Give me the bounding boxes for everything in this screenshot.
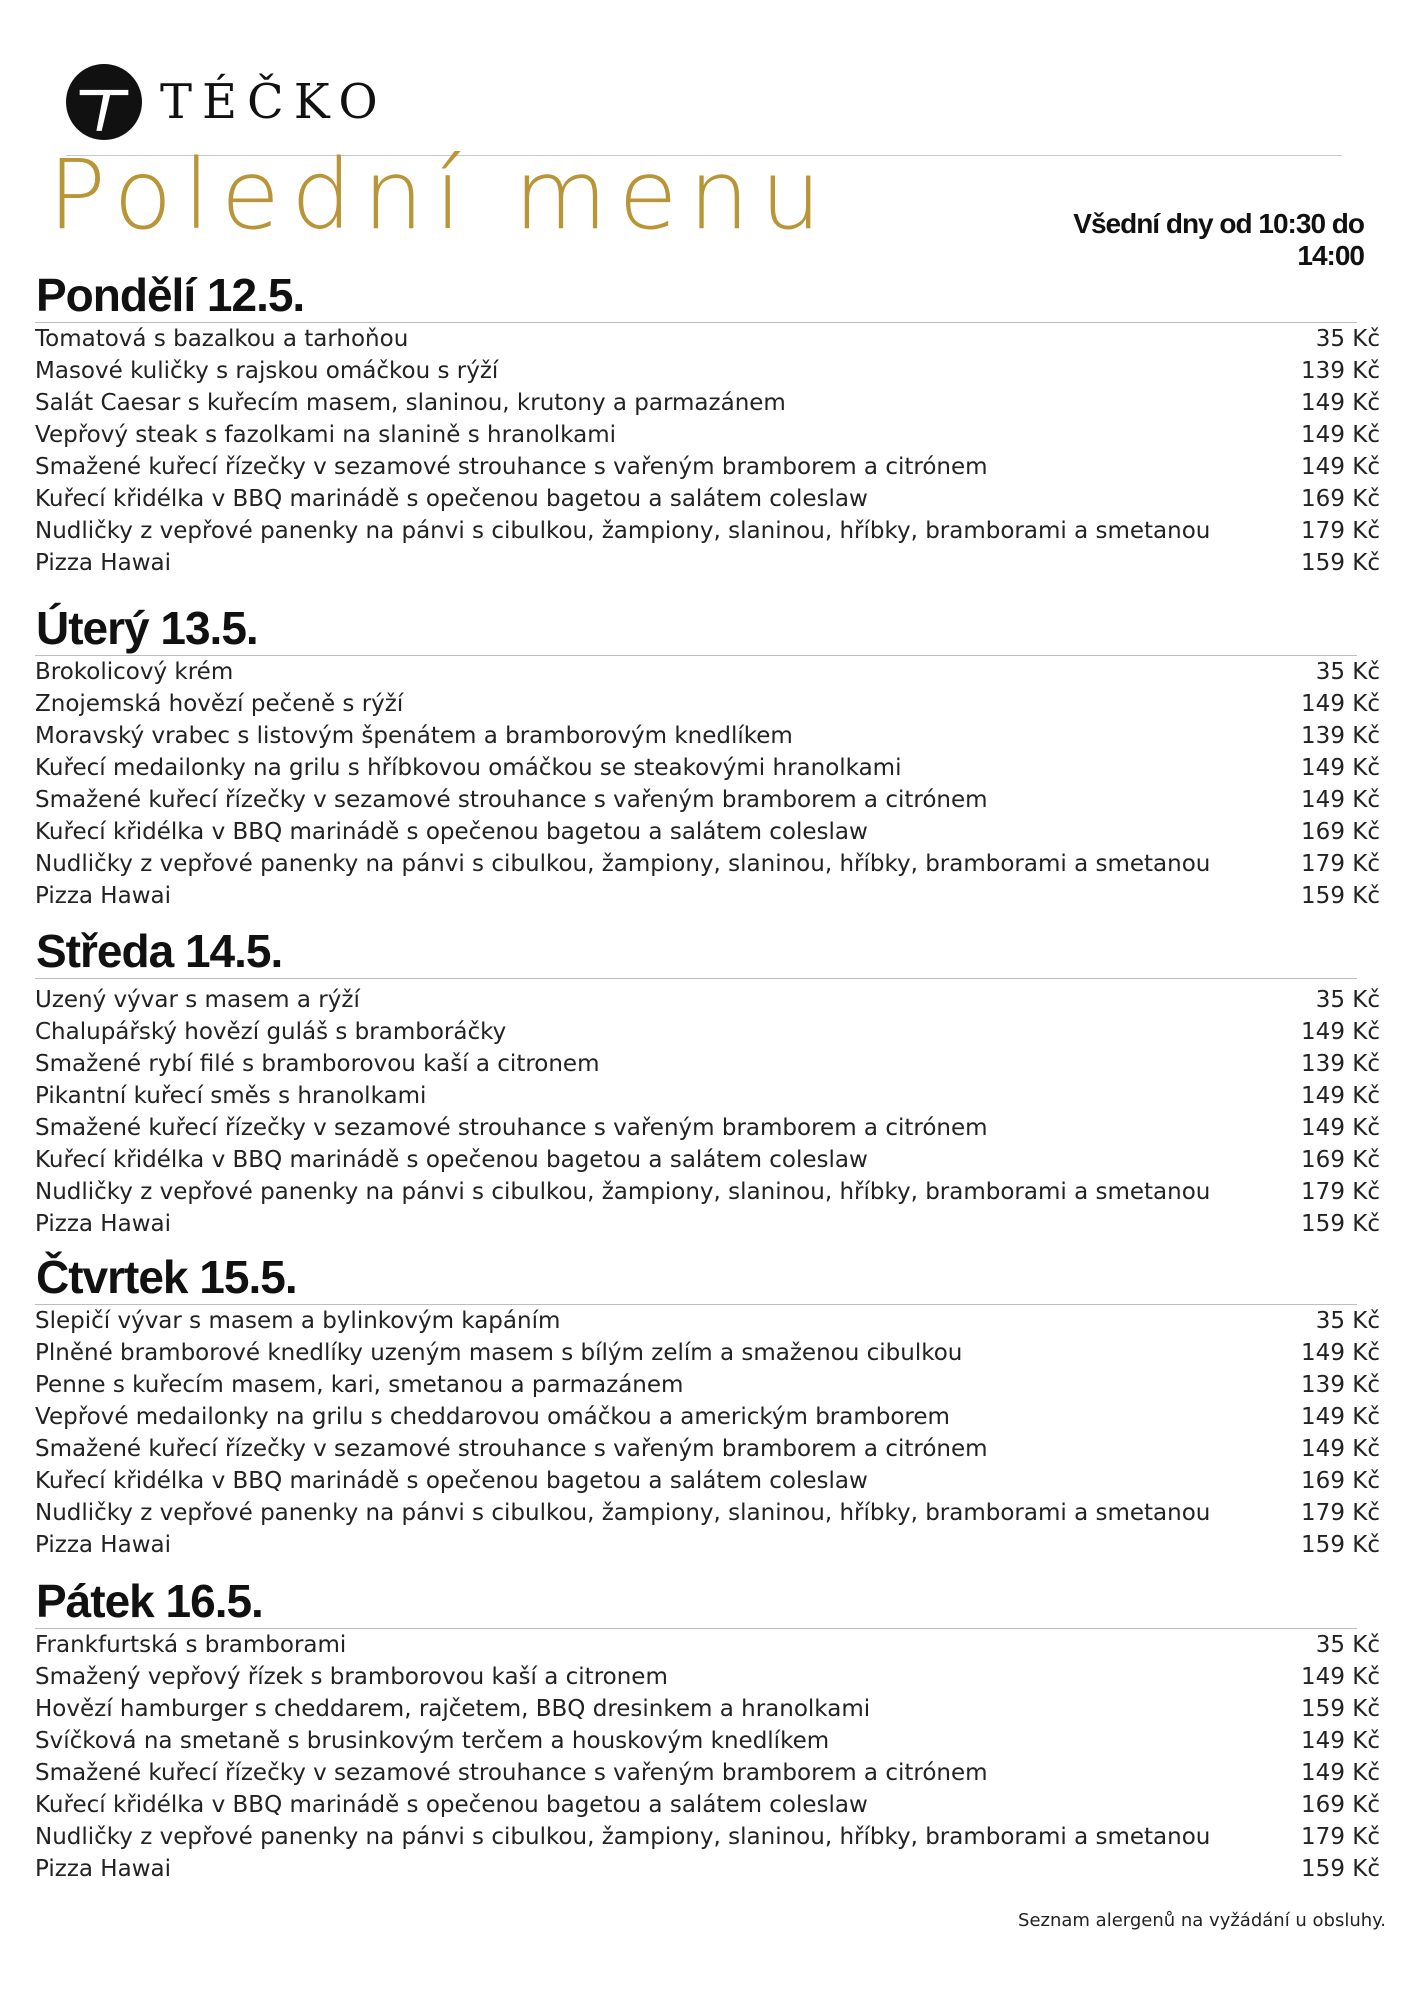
menu-item — [35, 1529, 1380, 1561]
menu-item-name: Kuřecí křidélka v BBQ marinádě s opečenou bagetou a salátem coleslaw — [35, 1468, 868, 1494]
day-section-wednesday — [35, 924, 1380, 1240]
menu-item-price: 149 Kč — [1301, 1760, 1380, 1786]
day-heading: Středa 14.5. — [36, 925, 283, 977]
menu-item-name: Nudličky z vepřové panenky na pánvi s cibulkou, žampiony, slaninou, hříbky, bramborami a smetanou — [35, 518, 1211, 544]
menu-item-name: Kuřecí křidélka v BBQ marinádě s opečenou bagetou a salátem coleslaw — [35, 486, 868, 512]
day-section-friday — [35, 1574, 1380, 1885]
menu-item-price: 35 Kč — [1315, 326, 1380, 352]
menu-item-name: Pizza Hawai — [35, 883, 171, 909]
menu-item — [35, 1725, 1380, 1757]
day-heading: Pondělí 12.5. — [36, 269, 305, 321]
menu-item — [35, 984, 1380, 1016]
menu-item-price: 179 Kč — [1301, 1824, 1380, 1850]
menu-item-name: Pizza Hawai — [35, 1211, 171, 1237]
menu-item-price: 35 Kč — [1315, 987, 1380, 1013]
day-heading: Čtvrtek 15.5. — [36, 1251, 297, 1303]
menu-item-name: Pizza Hawai — [35, 550, 171, 576]
menu-item-price: 149 Kč — [1301, 390, 1380, 416]
menu-item — [35, 1661, 1380, 1693]
day-section-tuesday — [35, 601, 1380, 912]
menu-item-price: 149 Kč — [1301, 691, 1380, 717]
menu-item-price: 149 Kč — [1301, 1664, 1380, 1690]
day-divider — [35, 978, 1357, 979]
menu-item — [35, 816, 1380, 848]
menu-item-name: Slepičí vývar s masem a bylinkovým kapáním — [35, 1308, 561, 1334]
menu-item-name: Moravský vrabec s listovým špenátem a bramborovým knedlíkem — [35, 723, 793, 749]
menu-item-name: Kuřecí křidélka v BBQ marinádě s opečenou bagetou a salátem coleslaw — [35, 1147, 868, 1173]
menu-item-name: Nudličky z vepřové panenky na pánvi s cibulkou, žampiony, slaninou, hříbky, bramborami a smetanou — [35, 1824, 1211, 1850]
menu-item — [35, 451, 1380, 483]
menu-item-price: 149 Kč — [1301, 755, 1380, 781]
day-heading: Pátek 16.5. — [36, 1575, 263, 1627]
menu-item-price: 169 Kč — [1301, 1468, 1380, 1494]
menu-item — [35, 483, 1380, 515]
menu-item-price: 139 Kč — [1301, 1372, 1380, 1398]
menu-item-name: Znojemská hovězí pečeně s rýží — [35, 691, 404, 717]
menu-list — [35, 1305, 1380, 1561]
day-section-monday — [35, 268, 1380, 579]
menu-item-price: 35 Kč — [1315, 659, 1380, 685]
menu-item-price: 179 Kč — [1301, 1179, 1380, 1205]
menu-item-price: 159 Kč — [1301, 1211, 1380, 1237]
brand-name: TÉČKO — [160, 74, 388, 130]
menu-item — [35, 1305, 1380, 1337]
menu-item — [35, 355, 1380, 387]
menu-item-name: Smažené kuřecí řízečky v sezamové strouhance s vařeným bramborem a citrónem — [35, 1760, 988, 1786]
menu-item-name: Masové kuličky s rajskou omáčkou s rýží — [35, 358, 499, 384]
menu-item-name: Vepřové medailonky na grilu s cheddarovou omáčkou a americkým bramborem — [35, 1404, 950, 1430]
menu-item — [35, 1048, 1380, 1080]
menu-item — [35, 323, 1380, 355]
menu-item — [35, 1080, 1380, 1112]
menu-item-price: 149 Kč — [1301, 1404, 1380, 1430]
allergen-note: Seznam alergenů na vyžádání u obsluhy. — [1018, 1910, 1386, 1931]
menu-item — [35, 848, 1380, 880]
menu-item — [35, 1208, 1380, 1240]
menu-item-price: 159 Kč — [1301, 1696, 1380, 1722]
menu-item-price: 149 Kč — [1301, 787, 1380, 813]
menu-item — [35, 387, 1380, 419]
menu-item-name: Kuřecí křidélka v BBQ marinádě s opečenou bagetou a salátem coleslaw — [35, 1792, 868, 1818]
menu-item-name: Nudličky z vepřové panenky na pánvi s cibulkou, žampiony, slaninou, hříbky, bramborami a smetanou — [35, 851, 1211, 877]
menu-item — [35, 656, 1380, 688]
day-heading: Úterý 13.5. — [36, 602, 258, 654]
menu-item-price: 169 Kč — [1301, 1147, 1380, 1173]
menu-item-name: Hovězí hamburger s cheddarem, rajčetem, BBQ dresinkem a hranolkami — [35, 1696, 871, 1722]
menu-item-price: 139 Kč — [1301, 723, 1380, 749]
menu-item-name: Kuřecí medailonky na grilu s hříbkovou omáčkou se steakovými hranolkami — [35, 755, 902, 781]
menu-item-price: 159 Kč — [1301, 1856, 1380, 1882]
menu-item-name: Smažené kuřecí řízečky v sezamové strouhance s vařeným bramborem a citrónem — [35, 1115, 988, 1141]
page-title: Polední menu — [48, 139, 833, 251]
menu-item — [35, 547, 1380, 579]
menu-item — [35, 1789, 1380, 1821]
menu-item — [35, 1821, 1380, 1853]
menu-item-price: 169 Kč — [1301, 1792, 1380, 1818]
menu-item-price: 139 Kč — [1301, 358, 1380, 384]
menu-item — [35, 880, 1380, 912]
menu-item — [35, 1433, 1380, 1465]
menu-item-name: Plněné bramborové knedlíky uzeným masem s bílým zelím a smaženou cibulkou — [35, 1340, 963, 1366]
menu-item — [35, 688, 1380, 720]
menu-item-price: 159 Kč — [1301, 550, 1380, 576]
menu-item-price: 149 Kč — [1301, 1083, 1380, 1109]
menu-item-price: 35 Kč — [1315, 1632, 1380, 1658]
menu-item-name: Pizza Hawai — [35, 1856, 171, 1882]
menu-item-name: Svíčková na smetaně s brusinkovým terčem a houskovým knedlíkem — [35, 1728, 830, 1754]
menu-item-price: 149 Kč — [1301, 1115, 1380, 1141]
menu-item-name: Chalupářský hovězí guláš s bramboráčky — [35, 1019, 507, 1045]
menu-item-price: 149 Kč — [1301, 1019, 1380, 1045]
menu-item-price: 149 Kč — [1301, 422, 1380, 448]
menu-item-name: Brokolicový krém — [35, 659, 234, 685]
menu-item — [35, 1112, 1380, 1144]
menu-item — [35, 1369, 1380, 1401]
menu-item-price: 169 Kč — [1301, 819, 1380, 845]
menu-item-price: 179 Kč — [1301, 1500, 1380, 1526]
menu-item — [35, 515, 1380, 547]
menu-item-name: Smažený vepřový řízek s bramborovou kaší a citronem — [35, 1664, 668, 1690]
opening-hours: Všední dny od 10:30 do 14:00 — [1073, 208, 1364, 271]
menu-item — [35, 1144, 1380, 1176]
menu-item-name: Smažené kuřecí řízečky v sezamové strouhance s vařeným bramborem a citrónem — [35, 1436, 988, 1462]
menu-item-price: 149 Kč — [1301, 454, 1380, 480]
menu-item-name: Vepřový steak s fazolkami na slanině s hranolkami — [35, 422, 616, 448]
menu-item — [35, 1693, 1380, 1725]
menu-item-price: 35 Kč — [1315, 1308, 1380, 1334]
brand-logo — [66, 64, 388, 140]
menu-item-name: Kuřecí křidélka v BBQ marinádě s opečenou bagetou a salátem coleslaw — [35, 819, 868, 845]
menu-item-name: Nudličky z vepřové panenky na pánvi s cibulkou, žampiony, slaninou, hříbky, bramborami a smetanou — [35, 1179, 1211, 1205]
menu-item-name: Pizza Hawai — [35, 1532, 171, 1558]
menu-item-price: 139 Kč — [1301, 1051, 1380, 1077]
menu-item — [35, 1465, 1380, 1497]
menu-item — [35, 720, 1380, 752]
menu-item-name: Salát Caesar s kuřecím masem, slaninou, krutony a parmazánem — [35, 390, 786, 416]
menu-item — [35, 752, 1380, 784]
menu-item-price: 179 Kč — [1301, 851, 1380, 877]
menu-item — [35, 1757, 1380, 1789]
menu-item-name: Smažené kuřecí řízečky v sezamové strouhance s vařeným bramborem a citrónem — [35, 454, 988, 480]
menu-item — [35, 1629, 1380, 1661]
menu-item — [35, 784, 1380, 816]
menu-item — [35, 1337, 1380, 1369]
day-section-thursday — [35, 1250, 1380, 1561]
menu-list — [35, 656, 1380, 912]
menu-item-name: Tomatová s bazalkou a tarhoňou — [35, 326, 409, 352]
menu-item — [35, 1176, 1380, 1208]
menu-list — [35, 984, 1380, 1240]
menu-item-price: 179 Kč — [1301, 518, 1380, 544]
brand-logo-icon — [66, 64, 142, 140]
menu-list — [35, 323, 1380, 579]
menu-item — [35, 1401, 1380, 1433]
menu-item-name: Smažené kuřecí řízečky v sezamové strouhance s vařeným bramborem a citrónem — [35, 787, 988, 813]
menu-item-price: 149 Kč — [1301, 1340, 1380, 1366]
menu-list — [35, 1629, 1380, 1885]
menu-item-price: 149 Kč — [1301, 1436, 1380, 1462]
menu-item-price: 169 Kč — [1301, 486, 1380, 512]
menu-item-name: Nudličky z vepřové panenky na pánvi s cibulkou, žampiony, slaninou, hříbky, bramborami a smetanou — [35, 1500, 1211, 1526]
menu-item-name: Smažené rybí filé s bramborovou kaší a citronem — [35, 1051, 600, 1077]
menu-item-name: Uzený vývar s masem a rýží — [35, 987, 360, 1013]
menu-item-price: 149 Kč — [1301, 1728, 1380, 1754]
menu-item-price: 159 Kč — [1301, 1532, 1380, 1558]
menu-item-price: 159 Kč — [1301, 883, 1380, 909]
menu-item — [35, 1016, 1380, 1048]
menu-item — [35, 1853, 1380, 1885]
menu-item-name: Penne s kuřecím masem, kari, smetanou a parmazánem — [35, 1372, 684, 1398]
menu-item — [35, 1497, 1380, 1529]
menu-item-name: Frankfurtská s bramborami — [35, 1632, 347, 1658]
menu-item — [35, 419, 1380, 451]
menu-item-name: Pikantní kuřecí směs s hranolkami — [35, 1083, 427, 1109]
